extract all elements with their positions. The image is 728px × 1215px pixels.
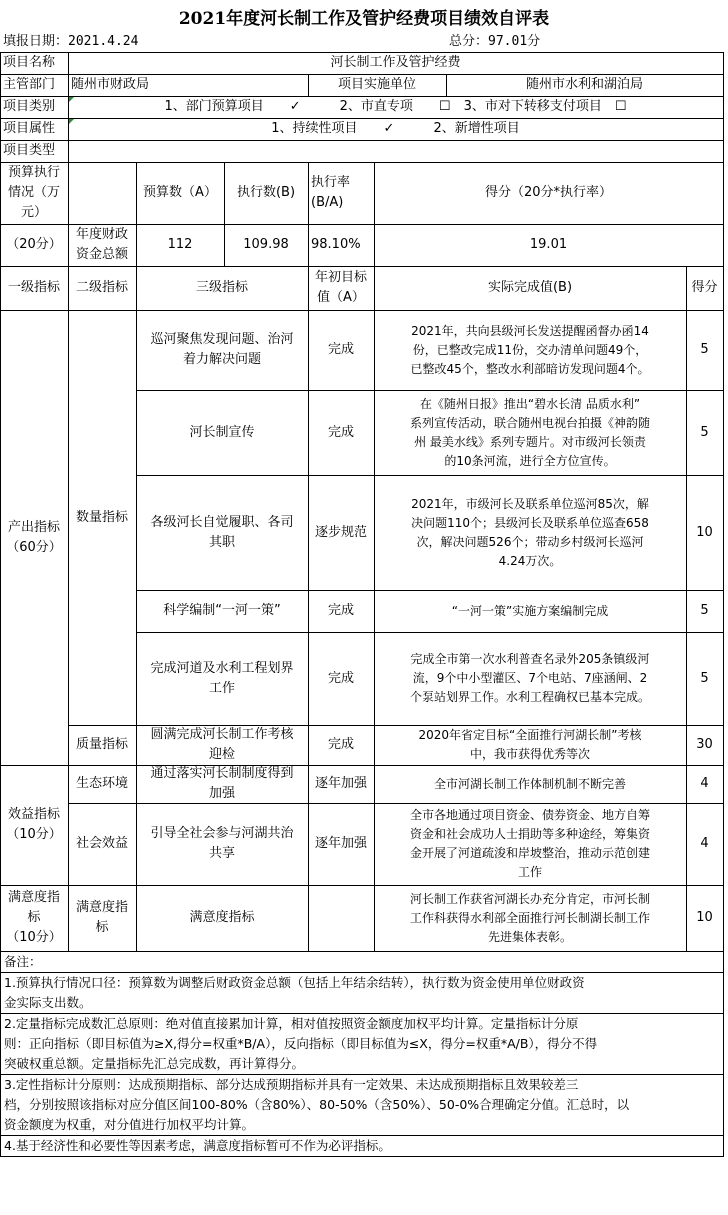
score-value: 5	[700, 603, 709, 618]
score-value: 4	[700, 776, 709, 791]
exec-value: 109.98	[243, 237, 289, 252]
grid-line	[136, 162, 137, 952]
budget-col-rate: 执行率 (B/A)	[311, 175, 351, 210]
target-value	[308, 885, 374, 951]
grid-line	[136, 632, 723, 633]
grid-line	[0, 951, 723, 952]
grid-line	[0, 162, 723, 163]
grid-line	[0, 1135, 723, 1136]
actual-value: 全市各地通过项目资金、债券资金、地方自筹 资金和社会成功人士捐助等多种途经，筹集资 金开展了河道疏浚和岸坡整治，推动示范创建 工作	[409, 808, 650, 879]
budget-section-label: 预算执行 情况（万 元）	[7, 165, 60, 220]
type-value	[68, 140, 723, 162]
score-value: 5	[700, 342, 709, 357]
note-1: 1.预算执行情况口径：预算数为调整后财政资金总额（包括上年结余结转），执行数为资金使用单位财政资 金实际支出数。	[4, 975, 585, 1010]
fill-date	[0, 32, 380, 52]
actual-value: 河长制工作获省河湖长办充分肯定，市河长制 工作科获得水利部全面推行河长制湖长制工作 先进集体表彰。	[409, 891, 650, 944]
grid-line	[68, 725, 723, 726]
target-value: 完成	[327, 670, 354, 686]
subgroup-ecology: 生态环境	[75, 776, 128, 791]
total-score-value: 97.01分	[488, 34, 541, 49]
subgroup-social: 社会效益	[75, 836, 128, 851]
header-score: 得分	[691, 280, 718, 295]
actual-value: 全市河湖长制工作体制机制不断完善	[433, 776, 626, 791]
score-value: 5	[700, 670, 709, 686]
grid-line	[0, 118, 723, 119]
budget-col-exec: 执行数(B)	[236, 185, 296, 200]
target-value: 完成	[327, 342, 354, 357]
level3-indicator: 巡河聚焦发现问题、治河 着力解决问题	[150, 332, 294, 367]
budget-row-label: 年度财政 资金总额	[75, 227, 128, 262]
level3-indicator: 引导全社会参与河湖共治 共享	[150, 826, 294, 861]
score-value: 30	[696, 737, 713, 752]
note-4: 4.基于经济性和必要性等因素考虑，满意度指标暂可不作为必评指标。	[4, 1138, 391, 1153]
actual-value: 2021年，共向县级河长发送提醒函督办函14 份，已整改完成11份，交办清单问题49个， 已整改45个，整改水利部暗访发现问题4个。	[410, 323, 650, 376]
grid-line	[446, 74, 447, 96]
group-satisfaction: 满意度指 标 （10分）	[6, 890, 62, 945]
grid-line	[0, 310, 723, 311]
level3-indicator: 河长制宣传	[189, 424, 255, 440]
subgroup-quantity: 数量指标	[75, 509, 128, 525]
grid-line	[136, 390, 723, 391]
group-output: 产出指标 （60分）	[6, 519, 62, 555]
level3-indicator: 圆满完成河长制工作考核 迎检	[150, 727, 294, 762]
header-actual: 实际完成值(B)	[487, 280, 573, 295]
impl-unit-label: 项目实施单位	[337, 77, 416, 92]
grid-line	[308, 162, 309, 952]
budget-col-budget: 预算数（A）	[143, 185, 217, 200]
grid-line	[0, 96, 723, 97]
fill-date-label: 填报日期：	[3, 34, 69, 49]
notes-heading: 备注：	[4, 954, 42, 969]
fill-date-value: 2021.4.24	[68, 34, 139, 49]
grid-line	[686, 266, 687, 952]
target-value: 逐年加强	[314, 836, 367, 851]
grid-line	[0, 266, 723, 267]
group-benefit: 效益指标 （10分）	[6, 807, 62, 842]
level3-indicator: 完成河道及水利工程划界 工作	[150, 660, 294, 696]
target-value: 逐步规范	[314, 524, 367, 540]
header-target: 年初目标 值（A）	[314, 270, 367, 305]
attribute-options: 1、持续性项目 ✓ 2、新增性项目	[271, 121, 520, 136]
cell-marker	[69, 97, 74, 102]
grid-line	[224, 162, 225, 266]
score-value: 10	[696, 524, 713, 540]
header-level3: 三级指标	[195, 280, 248, 295]
level3-indicator: 满意度指标	[189, 910, 255, 925]
grid-line	[0, 224, 723, 225]
level3-indicator: 科学编制“一河一策”	[163, 603, 281, 618]
actual-value: 2021年，市级河长及联系单位巡河85次，解 决问题110个；县级河长及联系单位巡查658 次，解决问题526个；带动乡村级河长巡河 4.24万次。	[411, 496, 649, 568]
actual-value: 完成全市第一次水利普查名录外205条镇级河 流，9个中小型灌区、7个电站、7座涵闸、2 个泵站划界工作。水利工程确权已基本完成。	[409, 652, 650, 704]
cell-marker	[69, 119, 74, 124]
grid-line	[0, 1013, 723, 1014]
grid-line	[0, 1156, 723, 1157]
target-value: 完成	[327, 737, 354, 752]
dept-label: 主管部门	[3, 77, 56, 92]
project-name-label: 项目名称	[3, 55, 56, 70]
grid-line	[0, 52, 1, 1157]
total-score	[446, 32, 686, 52]
note-3: 3.定性指标计分原则：达成预期指标、部分达成预期指标并具有一定效果、未达成预期指标且效果较差三 档，分别按照该指标对应分值区间100-80%（含80%）、80-50%（含50%）、50-0%合理确定分值。汇总时，以 资金额度为权重，对分值进行加权平均计算。	[4, 1077, 630, 1132]
target-value: 逐年加强	[314, 776, 367, 791]
grid-line	[136, 475, 723, 476]
type-label: 项目类型	[3, 143, 56, 158]
grid-line	[68, 803, 723, 804]
grid-line	[0, 972, 723, 973]
attribute-label: 项目属性	[3, 121, 56, 136]
grid-line	[136, 590, 723, 591]
project-name-value: 河长制工作及管护经费	[330, 55, 461, 70]
category-label: 项目类别	[3, 99, 56, 114]
level3-indicator: 通过落实河长制制度得到 加强	[150, 766, 294, 801]
grid-line	[374, 162, 375, 952]
grid-line	[308, 74, 309, 96]
score-value: 5	[700, 424, 709, 440]
grid-line	[0, 140, 723, 141]
sheet-title: 2021年度河长制工作及管护经费项目绩效自评表	[178, 9, 550, 29]
actual-value: 在《随州日报》推出“碧水长清 品质水利” 系列宣传活动，联合随州电视台拍摄《神韵随 州 最美水线》系列专题片。对市级河长领责 的10条河流，进行全方位宣传。	[409, 396, 650, 468]
actual-value: “一河一策”实施方案编制完成	[451, 603, 609, 618]
grid-line	[0, 765, 723, 766]
category-options: 1、部门预算项目 ✓ 2、市直专项 ☐ 3、市对下转移支付项目 ☐	[164, 99, 627, 114]
budget-section-weight: （20分）	[6, 237, 62, 252]
grid-line	[68, 52, 69, 952]
budget-col-score: 得分（20分*执行率）	[484, 185, 613, 200]
subgroup-quality: 质量指标	[75, 737, 128, 752]
level3-indicator: 各级河长自觉履职、各司 其职	[150, 514, 294, 550]
grid-line	[0, 1074, 723, 1075]
impl-unit-value: 随州市水利和湖泊局	[525, 77, 643, 92]
target-value: 完成	[327, 603, 354, 618]
score-value: 10	[696, 910, 713, 925]
budget-score-value: 19.01	[529, 237, 568, 252]
budget-value: 112	[167, 237, 193, 252]
score-value: 4	[700, 836, 709, 851]
subgroup-satisfaction: 满意度指 标	[75, 900, 128, 935]
grid-line	[0, 52, 723, 53]
target-value: 完成	[327, 424, 354, 440]
header-level2: 二级指标	[75, 280, 128, 295]
header-level1: 一级指标	[7, 280, 60, 295]
total-score-label: 总分：	[449, 34, 489, 49]
grid-line	[0, 885, 723, 886]
dept-value: 随州市财政局	[71, 77, 150, 92]
grid-line	[723, 52, 724, 1157]
rate-value: 98.10%	[311, 237, 361, 252]
note-2: 2.定量指标完成数汇总原则：绝对值直接累加计算，相对值按照资金额度加权平均计算。定量指标计分原 则：正向指标（即目标值为≥X,得分=权重*B/A），反向指标（即目标值为≤X，得分=权重*A/B），得分不得 突破权重总额。定量指标先汇总完成数，再计算得分。	[4, 1016, 598, 1071]
grid-line	[0, 74, 723, 75]
actual-value: 2020年省定目标“全面推行河湖长制”考核 中，我市获得优秀等次	[418, 728, 642, 761]
